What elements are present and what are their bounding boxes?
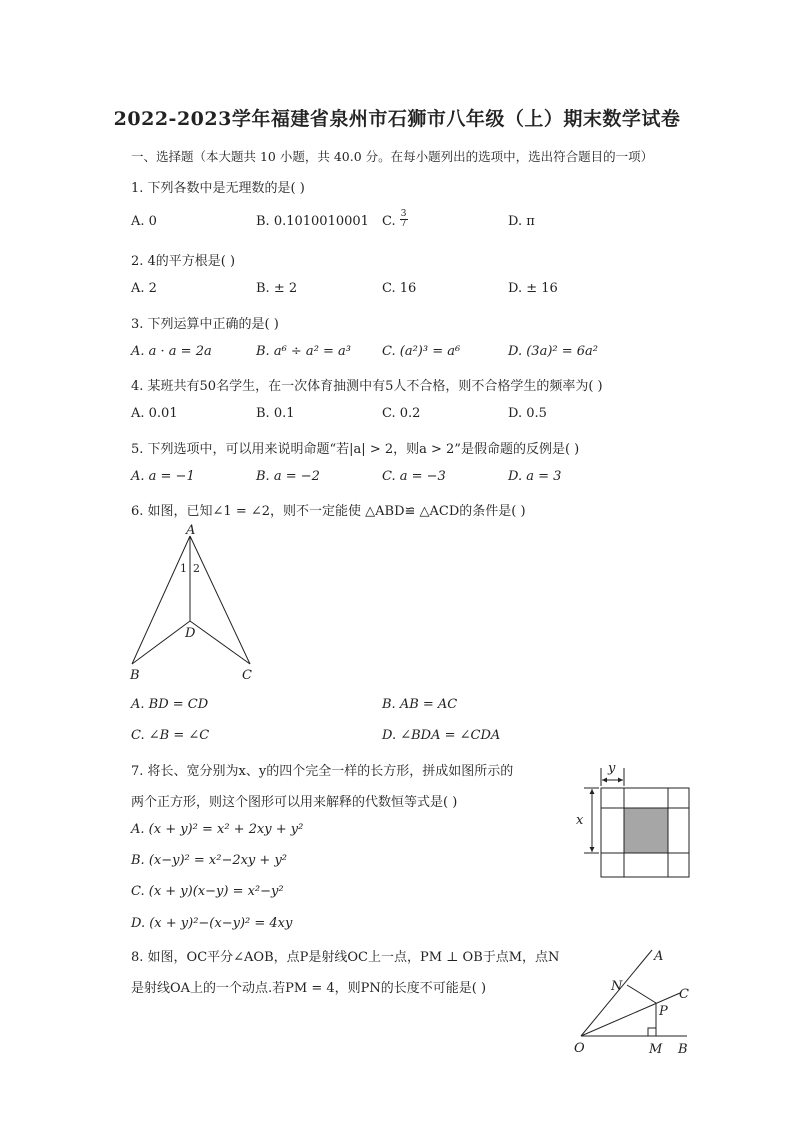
- arrowhead: [602, 778, 607, 783]
- label-1: 1: [180, 562, 187, 575]
- label-2: 2: [193, 562, 200, 575]
- q4-option-a: A. 0.01: [131, 406, 178, 421]
- q7-option-a: A. (x + y)² = x² + 2xy + y²: [131, 822, 304, 837]
- question-2-stem: 2. 4的平方根是( ): [131, 254, 236, 269]
- question-8-stem-line2: 是射线OA上的一个动点.若PM = 4，则PN的长度不可能是( ): [131, 981, 487, 996]
- q2-option-d: D. ± 16: [508, 281, 558, 296]
- label-o: O: [574, 1041, 585, 1056]
- label-c: C: [242, 668, 252, 683]
- label-c: C: [679, 987, 689, 1002]
- arrowhead: [618, 778, 623, 783]
- frac-num: 3: [400, 209, 407, 219]
- label-a: A: [186, 523, 196, 538]
- q1-fraction: [400, 210, 408, 229]
- frac-den: 7: [400, 219, 407, 229]
- right-angle-mark: [648, 1028, 656, 1036]
- label-b: B: [678, 1042, 688, 1057]
- q7-option-c: C. (x + y)(x−y) = x²−y²: [131, 884, 284, 899]
- q1-option-c: [382, 209, 408, 229]
- q8-angle-figure: [568, 940, 694, 1062]
- line-db: [132, 621, 190, 664]
- q7-square-figure: [570, 756, 695, 881]
- inner-shaded-square: [624, 808, 668, 853]
- label-m: M: [649, 1042, 663, 1057]
- q1-option-d: D. π: [508, 214, 535, 229]
- q2-option-a: A. 2: [131, 281, 157, 296]
- label-n: N: [611, 979, 623, 994]
- q5-option-d: D. a = 3: [508, 469, 562, 484]
- question-7-stem-line2: 两个正方形，则这个图形可以用来解释的代数恒等式是( ): [131, 795, 458, 810]
- q1-option-c-label: C.: [382, 214, 396, 229]
- question-5-stem: 5. 下列选项中，可以用来说明命题“若|a| > 2，则a > 2”是假命题的反例是( ): [131, 442, 580, 457]
- segment-pn: [627, 985, 656, 1003]
- label-x: x: [576, 813, 584, 828]
- label-b: B: [130, 668, 140, 683]
- label-y: y: [608, 761, 616, 776]
- q3-option-c: C. (a²)³ = a⁶: [382, 344, 461, 359]
- q7-option-d: D. (x + y)²−(x−y)² = 4xy: [131, 916, 293, 931]
- line-ab: [132, 536, 190, 664]
- q1-option-b: B. 0.1010010001: [256, 214, 369, 229]
- q2-option-b: B. ± 2: [256, 281, 298, 296]
- question-1-stem: 1. 下列各数中是无理数的是( ): [131, 181, 305, 196]
- label-p: P: [659, 1004, 668, 1019]
- question-7-stem-line1: 7. 将长、宽分别为x、y的四个完全一样的长方形，拼成如图所示的: [131, 764, 514, 779]
- q5-option-b: B. a = −2: [256, 469, 320, 484]
- arrowhead: [590, 789, 595, 794]
- question-3-stem: 3. 下列运算中正确的是( ): [131, 317, 279, 332]
- q6-triangle-figure: [122, 522, 264, 684]
- q3-option-b: B. a⁶ ÷ a² = a³: [256, 344, 352, 359]
- section-heading: 一、选择题（本大题共 10 小题，共 40.0 分。在每小题列出的选项中，选出符合题目的一项）: [131, 149, 654, 164]
- q4-option-d: D. 0.5: [508, 406, 547, 421]
- q6-option-c: C. ∠B = ∠C: [131, 728, 210, 743]
- label-a: A: [654, 949, 664, 964]
- question-4-stem: 4. 某班共有50名学生，在一次体育抽测中有5人不合格，则不合格学生的频率为( ): [131, 379, 603, 394]
- q6-option-d: D. ∠BDA = ∠CDA: [382, 728, 501, 743]
- q6-option-b: B. AB = AC: [382, 697, 458, 712]
- label-d: D: [185, 626, 196, 641]
- arrowhead: [590, 847, 595, 852]
- q1-option-a: A. 0: [131, 214, 157, 229]
- q5-option-a: A. a = −1: [131, 469, 195, 484]
- question-6-stem: 6. 如图，已知∠1 = ∠2，则不一定能使 △ABD≌ △ACD的条件是( ): [131, 504, 526, 519]
- q5-option-c: C. a = −3: [382, 469, 446, 484]
- line-ac: [190, 536, 250, 664]
- question-8-stem-line1: 8. 如图，OC平分∠AOB，点P是射线OC上一点，PM ⊥ OB于点M，点N: [131, 950, 560, 965]
- q4-option-b: B. 0.1: [256, 406, 295, 421]
- q4-option-c: C. 0.2: [382, 406, 421, 421]
- q7-option-b: B. (x−y)² = x²−2xy + y²: [131, 853, 287, 868]
- q6-option-a: A. BD = CD: [131, 697, 209, 712]
- q3-option-a: A. a · a = 2a: [131, 344, 212, 359]
- q3-option-d: D. (3a)² = 6a²: [508, 344, 598, 359]
- q2-option-c: C. 16: [382, 281, 417, 296]
- line-dc: [190, 621, 250, 664]
- page-title: 2022-2023学年福建省泉州市石狮市八年级（上）期末数学试卷: [113, 108, 681, 130]
